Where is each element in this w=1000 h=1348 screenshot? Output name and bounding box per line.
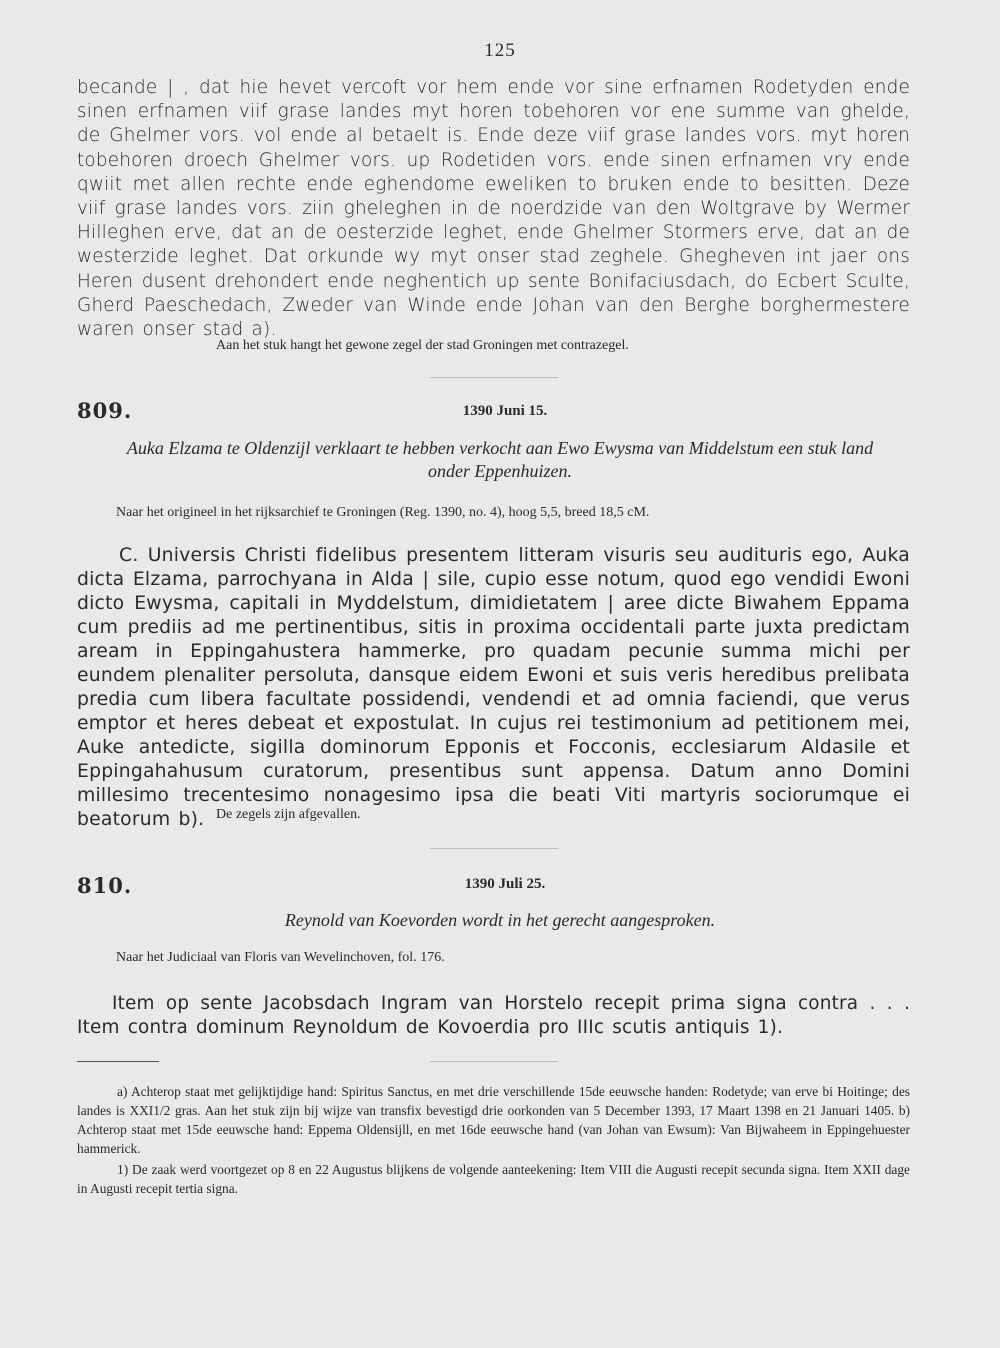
doc-810-number: 810. xyxy=(77,873,133,898)
intro-paragraph-block xyxy=(77,76,910,342)
intro-paragraph: becande | , dat hie hevet vercoft vor hem ende vor sine erfnamen Rodetyden ende sinen erfnamen viif grase landes myt horen tobehoren vor ene summe van ghelde, de Ghelmer vors. vol ende al betaelt is. Ende deze viif grase landes vors. myt horen tobehoren droech Ghelmer vors. up Rodetiden vors. ende sinen erfnamen vry ende qwiit met allen rechte ende eghendome eweliken to bruken ende to besitten. Deze viif grase landes vors. ziin gheleghen in de noerdzide van den Woltgrave by Wermer Hilleghen erve, dat an de oesterzide leghet, ende Ghelmer Stormers erve, dat an de westerzide leghet. Dat orkunde wy myt onser stad zeghele. Ghegheven int jaer ons Heren dusent drehondert ende neghentich up sente Bonifaciusdach, do Ecbert Sculte, Gherd Paeschedach, Zweder van Winde ende Johan van den Berghe borghermestere waren onser stad a). xyxy=(77,77,910,341)
doc-809-summary: Auka Elzama te Oldenzijl verklaart te hebben verkocht aan Ewo Ewysma van Middelstum een stuk land onder Eppenhuizen. xyxy=(126,438,874,481)
doc-809-number: 809. xyxy=(77,398,133,423)
doc-809-text: C. Universis Christi fidelibus presentem litteram visuris seu audituris ego, Auka dicta Elzama, parrochyana in Alda | sile, cupio esse notum, quod ego vendidi Ewoni dicto Ewysma, capitali in Myddelstum, dimidietatem | aree dicte Biwahem Eppama cum prediis ad me pertinentibus, sitis in proxima occidentali parte juxta predictam aream in Eppingahustera hammerke, pro quadam pecunie summa michi per eundem plenaliter persoluta, dansque eidem Ewoni et suis veris heredibus prelibata predia cum libera facultate possidendi, vendendi et ad omnia faciendi, que verus emptor et heres debeat et expostulat. In cujus rei testimonium ad petitionem mei, Auke antedicte, sigilla dominorum Epponis et Focconis, ecclesiarum Aldasile et Eppingahahusum curatorum, presentibus sunt appensa. Datum anno Domini millesimo trecentesimo nonagesimo ipsa die beati Viti martyris sociorumque ei beatorum b). xyxy=(77,545,910,830)
section-divider xyxy=(430,377,558,378)
doc-810-summary: Reynold van Koevorden wordt in het gerecht aangesproken. xyxy=(284,910,716,930)
footnote-a-b: a) Achterop staat met gelijktijdige hand: Spiritus Sanctus, en met drie verschillende 15de eeuwsche handen: Rodetyde; van erve bi Hoitinge; des landes is XXI1/2 gras. Aan het stuk zijn bij wijze van transfix bevestigd drie oorkonden van 5 December 1393, 17 Maart 1398 en 21 Januari 1405. b) Achterop staat met 15de eeuwsche hand: Eppema Oldensijll, en met 16de eeuwsche hand (van Johan van Ewsum): Van Bijwaheem in Eppingehuester hammerick. xyxy=(77,1084,910,1156)
page-number: 125 xyxy=(484,40,516,61)
doc-810-text: Item op sente Jacobsdach Ingram van Horstelo recepit prima signa contra . . . Item contra dominum Reynoldum de Kovoerdia pro IIIc scutis antiquis 1). xyxy=(77,993,910,1038)
section-divider xyxy=(430,1061,558,1062)
doc-810-date: 1390 Juli 25. xyxy=(464,876,546,892)
section-divider xyxy=(430,848,558,849)
doc-809-text-block xyxy=(77,544,910,832)
doc-809-source: Naar het origineel in het rijksarchief te Groningen (Reg. 1390, no. 4), hoog 5,5, breed 18,5 cM. xyxy=(116,505,650,520)
footnotes xyxy=(77,1082,910,1198)
seal-note-808: Aan het stuk hangt het gewone zegel der stad Groningen met contrazegel. xyxy=(216,338,629,353)
doc-809-seal-note: De zegels zijn afgevallen. xyxy=(216,807,361,822)
doc-810-text-block xyxy=(77,992,910,1040)
footnote-1: 1) De zaak werd voortgezet op 8 en 22 Augustus blijkens de volgende aanteekening: Item VIII die Augusti recepit secunda signa. Item XXII dage in Augusti recepit tertia signa. xyxy=(77,1162,910,1196)
doc-809-date: 1390 Juni 15. xyxy=(462,403,548,419)
doc-810-source: Naar het Judiciaal van Floris van Wevelinchoven, fol. 176. xyxy=(116,950,445,965)
footnote-rule xyxy=(77,1061,159,1062)
